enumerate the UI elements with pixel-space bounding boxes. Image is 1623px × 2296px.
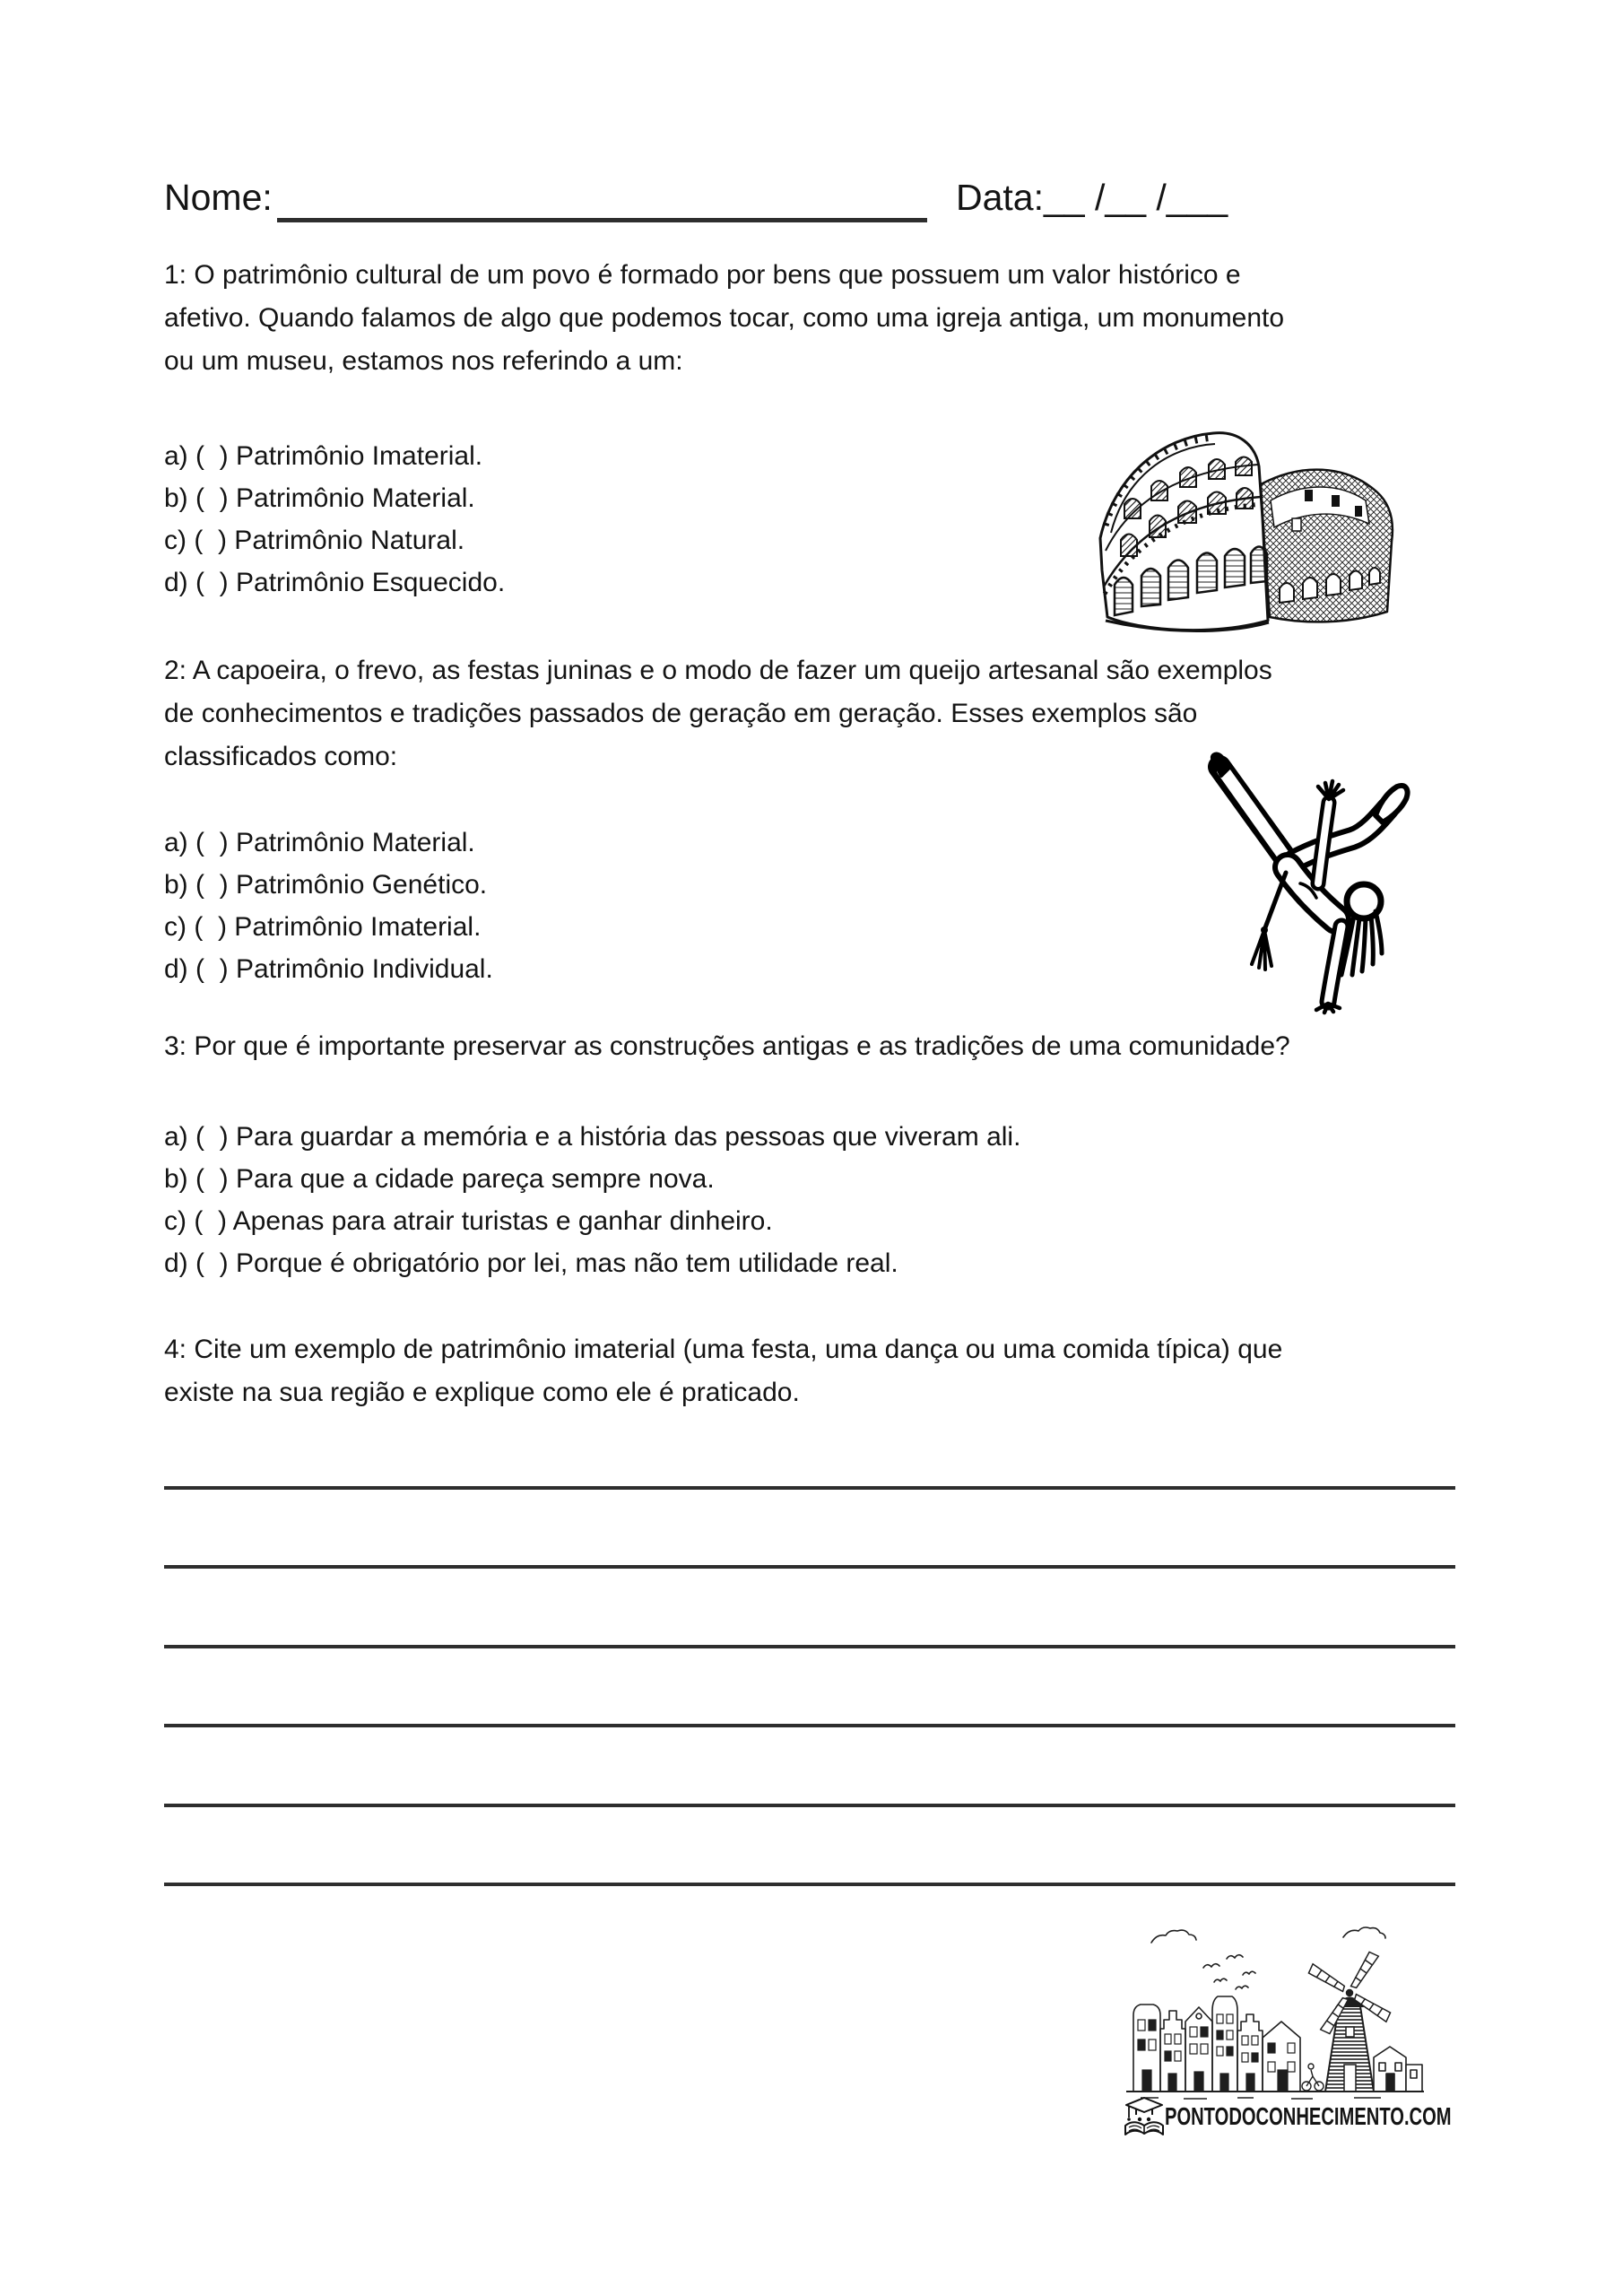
option-line[interactable]: a) ( ) Patrimônio Material. [164, 828, 475, 857]
question-1-prompt-line: afetivo. Quando falamos de algo que podemos tocar, como uma igreja antiga, um monumento [164, 303, 1285, 333]
option-line[interactable]: a) ( ) Patrimônio Imaterial. [164, 441, 483, 471]
date-field [956, 176, 1228, 219]
option-line[interactable]: a) ( ) Para guardar a memória e a história das pessoas que viveram ali. [164, 1122, 1021, 1152]
date-label: Data: [956, 177, 1044, 218]
answer-line[interactable] [164, 1565, 1455, 1569]
question-3-options [164, 1116, 1020, 1284]
option-line[interactable]: d) ( ) Patrimônio Individual. [164, 954, 493, 984]
option-line[interactable]: b) ( ) Para que a cidade pareça sempre nova. [164, 1164, 715, 1194]
option-line[interactable]: b) ( ) Patrimônio Material. [164, 483, 475, 513]
graduation-cap-book-icon [1123, 2092, 1166, 2138]
question-2-prompt-line: 2: A capoeira, o frevo, as festas juninas e o modo de fazer um queijo artesanal são exemplos [164, 656, 1272, 685]
footer-site-text: PONTODOCONHECIMENTO.COM [1165, 2102, 1452, 2130]
town-windmill-illustration [1121, 1921, 1430, 2105]
question-3 [164, 1025, 1290, 1068]
answer-line[interactable] [164, 1883, 1455, 1886]
option-line[interactable]: b) ( ) Patrimônio Genético. [164, 870, 488, 900]
date-blank[interactable]: __ /__ /___ [1044, 177, 1228, 218]
question-4-prompt-line: 4: Cite um exemplo de patrimônio imaterial (uma festa, uma dança ou uma comida típica) que [164, 1335, 1283, 1364]
capoeira-illustration [1200, 749, 1415, 1018]
answer-line[interactable] [164, 1724, 1455, 1727]
question-1-options [164, 435, 505, 604]
question-2-prompt-line: classificados como: [164, 742, 398, 771]
name-input-line[interactable] [277, 218, 927, 222]
question-4 [164, 1328, 1282, 1414]
question-1-prompt-line: 1: O patrimônio cultural de um povo é formado por bens que possuem um valor histórico e [164, 260, 1241, 290]
question-1-prompt-line: ou um museu, estamos nos referindo a um: [164, 346, 683, 376]
option-line[interactable]: c) ( ) Apenas para atrair turistas e ganhar dinheiro. [164, 1206, 773, 1236]
question-2-options [164, 822, 493, 990]
answer-line[interactable] [164, 1804, 1455, 1807]
question-2-prompt-line: de conhecimentos e tradições passados de geração em geração. Esses exemplos são [164, 699, 1198, 728]
question-4-prompt-line: existe na sua região e explique como ele é praticado. [164, 1378, 800, 1407]
option-line[interactable]: d) ( ) Porque é obrigatório por lei, mas não tem utilidade real. [164, 1248, 898, 1278]
answer-line[interactable] [164, 1486, 1455, 1490]
option-line[interactable]: c) ( ) Patrimônio Imaterial. [164, 912, 482, 942]
name-label: Nome: [164, 177, 273, 218]
option-line[interactable]: d) ( ) Patrimônio Esquecido. [164, 568, 506, 597]
option-line[interactable]: c) ( ) Patrimônio Natural. [164, 526, 465, 555]
question-2 [164, 649, 1272, 778]
question-3-prompt-line: 3: Por que é importante preservar as construções antigas e as tradições de uma comunidade? [164, 1031, 1290, 1061]
question-1 [164, 254, 1284, 383]
colosseum-illustration [1079, 418, 1402, 642]
answer-line[interactable] [164, 1645, 1455, 1648]
